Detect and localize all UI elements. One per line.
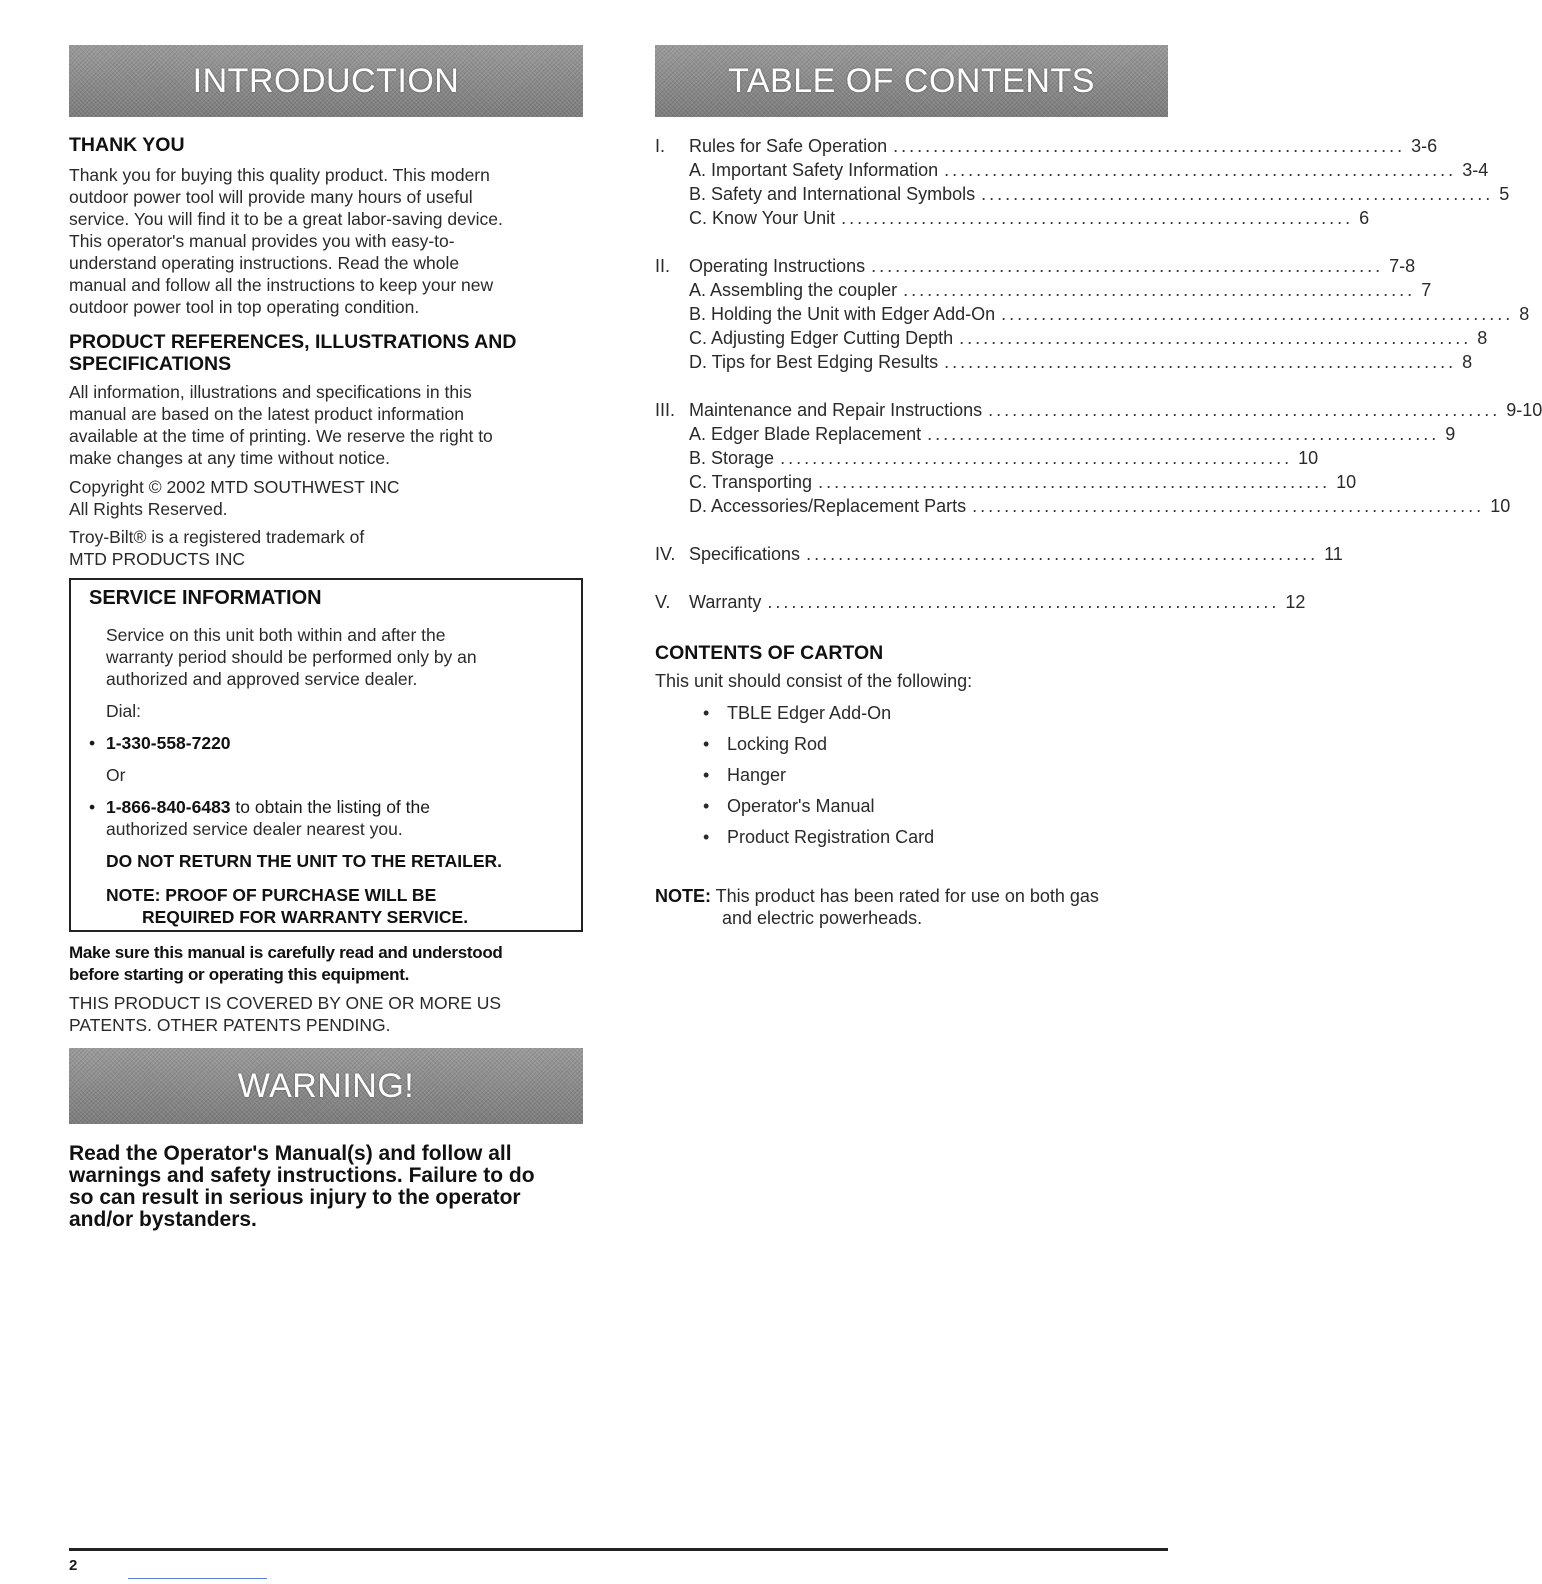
bullet-icon: • xyxy=(703,765,710,785)
toc-page: 12 xyxy=(1285,592,1306,612)
toc-sub-page: 8 xyxy=(1477,328,1488,348)
toc-subentry: A. Important Safety Information ................................................................ 3-4 xyxy=(689,160,1489,180)
list-item xyxy=(655,698,1168,729)
list-item xyxy=(655,729,1168,760)
phone-2-text-cont: authorized service dealer nearest you. xyxy=(106,819,403,839)
bullet-icon: • xyxy=(89,797,96,817)
toc-subentry: B. Safety and International Symbols ................................................................ 5 xyxy=(689,184,1510,204)
warning-line: and/or bystanders. xyxy=(69,1208,257,1231)
bullet-icon: • xyxy=(703,827,710,847)
service-line: Service on this unit both within and after the xyxy=(106,625,446,645)
toc-title: Specifications xyxy=(689,544,801,564)
list-item xyxy=(655,760,1168,791)
proof-of-purchase-note-cont: REQUIRED FOR WARRANTY SERVICE. xyxy=(142,907,469,927)
trademark-line: Troy-Bilt® is a registered trademark of xyxy=(69,527,365,547)
bullet-icon: • xyxy=(703,734,710,754)
toc-sub-page: 10 xyxy=(1336,472,1357,492)
table-of-contents xyxy=(655,134,1542,614)
phone-2-text: to obtain the listing of the xyxy=(230,797,430,817)
toc-subentry: D. Accessories/Replacement Parts ................................................................ 10 xyxy=(689,496,1511,516)
toc-sub-title: C. Transporting xyxy=(689,472,813,492)
toc-page: 9-10 xyxy=(1506,400,1542,420)
product-references-heading-cont: SPECIFICATIONS xyxy=(69,353,232,375)
thank-you-heading: THANK YOU xyxy=(69,134,185,156)
toc-number: II. xyxy=(655,256,671,276)
contents-of-carton-heading: CONTENTS OF CARTON xyxy=(655,642,884,664)
warning-banner xyxy=(69,1048,583,1124)
carton-intro: This unit should consist of the following: xyxy=(655,671,973,691)
carton-item-label: Hanger xyxy=(727,765,787,785)
make-sure-notice xyxy=(69,942,583,1036)
toc-number: I. xyxy=(655,136,666,156)
product-references-line: All information, illustrations and specifications in this xyxy=(69,382,472,402)
toc-sub-page: 9 xyxy=(1445,424,1456,444)
toc-sub-title: A. Edger Blade Replacement xyxy=(689,424,922,444)
toc-sub-title: A. Assembling the coupler xyxy=(689,280,898,300)
service-information-heading: SERVICE INFORMATION xyxy=(89,587,322,609)
bullet-icon: • xyxy=(89,733,96,753)
do-not-return-notice: DO NOT RETURN THE UNIT TO THE RETAILER. xyxy=(106,851,503,871)
toc-number: IV. xyxy=(655,544,676,564)
toc-entry: V. Warranty ................................................................ 12 xyxy=(655,592,1306,612)
warning-banner-title: WARNING! xyxy=(237,1066,415,1105)
toc-sub-title: D. Accessories/Replacement Parts xyxy=(689,496,967,516)
product-references-heading: PRODUCT REFERENCES, ILLUSTRATIONS AND xyxy=(69,331,517,353)
service-line: warranty period should be performed only by an xyxy=(106,647,477,667)
toc-sub-page: 7 xyxy=(1421,280,1432,300)
toc-sub-title: C. Adjusting Edger Cutting Depth xyxy=(689,328,954,348)
footer-link-underline xyxy=(128,1578,267,1579)
toc-subentry: B. Holding the Unit with Edger Add-On ................................................................ 8 xyxy=(689,304,1530,324)
note-text-cont: and electric powerheads. xyxy=(722,908,923,928)
warning-text xyxy=(69,1143,583,1231)
make-sure-line: before starting or operating this equipment. xyxy=(69,965,410,984)
toc-subentry: A. Edger Blade Replacement ................................................................ 9 xyxy=(689,424,1456,444)
toc-sub-page: 10 xyxy=(1298,448,1319,468)
toc-entry: III. Maintenance and Repair Instructions ................................................................ 9-10 xyxy=(655,400,1542,420)
product-references-line: manual are based on the latest product information xyxy=(69,404,464,424)
list-item xyxy=(655,791,1168,822)
product-references-section xyxy=(69,331,583,469)
warning-line: so can result in serious injury to the operator xyxy=(69,1186,521,1209)
toc-entry: IV. Specifications ................................................................ 11 xyxy=(655,544,1343,564)
list-item xyxy=(655,822,1168,853)
thank-you-section xyxy=(69,134,583,318)
warning-line: warnings and safety instructions. Failure to do xyxy=(69,1164,535,1187)
carton-item-label: Locking Rod xyxy=(727,734,828,754)
toc-number: V. xyxy=(655,592,671,612)
dial-label: Dial: xyxy=(106,701,142,721)
copyright-section xyxy=(69,476,583,570)
toc-sub-title: B. Holding the Unit with Edger Add-On xyxy=(689,304,996,324)
table-of-contents-banner xyxy=(655,45,1168,117)
page-number: 2 xyxy=(69,1557,78,1574)
toc-sub-title: D. Tips for Best Edging Results xyxy=(689,352,939,372)
thank-you-line: understand operating instructions. Read the whole xyxy=(69,253,460,273)
footer-divider xyxy=(69,1548,1168,1551)
toc-page: 7-8 xyxy=(1389,256,1416,276)
patents-line: PATENTS. OTHER PATENTS PENDING. xyxy=(69,1015,391,1035)
copyright-line: Copyright © 2002 MTD SOUTHWEST INC xyxy=(69,477,400,497)
toc-sub-page: 3-4 xyxy=(1462,160,1489,180)
introduction-banner-title: INTRODUCTION xyxy=(192,61,460,100)
toc-sub-page: 8 xyxy=(1462,352,1473,372)
toc-sub-page: 10 xyxy=(1490,496,1511,516)
toc-sub-page: 5 xyxy=(1499,184,1510,204)
toc-sub-page: 8 xyxy=(1519,304,1530,324)
toc-title: Warranty xyxy=(689,592,762,612)
carton-item-label: TBLE Edger Add-On xyxy=(727,703,892,723)
note-label: NOTE: xyxy=(655,886,711,906)
phone-number-1: 1-330-558-7220 xyxy=(106,733,231,753)
bullet-icon: • xyxy=(703,796,710,816)
patents-line: THIS PRODUCT IS COVERED BY ONE OR MORE US xyxy=(69,993,502,1013)
make-sure-line: Make sure this manual is carefully read and understood xyxy=(69,943,503,962)
toc-subentry: C. Adjusting Edger Cutting Depth ................................................................ 8 xyxy=(689,328,1488,348)
thank-you-line: outdoor power tool in top operating condition. xyxy=(69,297,420,317)
product-references-line: make changes at any time without notice. xyxy=(69,448,391,468)
toc-sub-title: B. Storage xyxy=(689,448,775,468)
toc-title: Operating Instructions xyxy=(689,256,866,276)
thank-you-line: Thank you for buying this quality product. This modern xyxy=(69,165,490,185)
or-label: Or xyxy=(106,765,126,785)
warning-line: Read the Operator's Manual(s) and follow all xyxy=(69,1142,512,1165)
rights-reserved: All Rights Reserved. xyxy=(69,499,228,519)
carton-item-label: Product Registration Card xyxy=(727,827,935,847)
introduction-banner xyxy=(69,45,583,117)
toc-sub-page: 6 xyxy=(1359,208,1370,228)
service-information-box xyxy=(69,578,583,932)
toc-page: 11 xyxy=(1324,544,1343,564)
table-of-contents-banner-title: TABLE OF CONTENTS xyxy=(728,61,1095,100)
toc-entry: II. Operating Instructions ................................................................ 7-8 xyxy=(655,256,1416,276)
thank-you-line: This operator's manual provides you with easy-to- xyxy=(69,231,455,251)
phone-bullet-2 xyxy=(89,796,563,818)
toc-subentry: B. Storage ................................................................ 10 xyxy=(689,448,1319,468)
toc-sub-title: A. Important Safety Information xyxy=(689,160,939,180)
thank-you-line: service. You will find it to be a great labor-saving device. xyxy=(69,209,503,229)
phone-number-2: 1-866-840-6483 xyxy=(106,797,231,817)
toc-subentry: A. Assembling the coupler ................................................................ 7 xyxy=(689,280,1432,300)
note-text: This product has been rated for use on both gas xyxy=(711,886,1099,906)
note-line xyxy=(655,885,1168,907)
carton-item-label: Operator's Manual xyxy=(727,796,875,816)
contents-of-carton-section xyxy=(655,642,1168,853)
trademark-owner: MTD PRODUCTS INC xyxy=(69,549,245,569)
toc-number: III. xyxy=(655,400,676,420)
toc-page: 3-6 xyxy=(1411,136,1438,156)
toc-title: Maintenance and Repair Instructions xyxy=(689,400,983,420)
proof-of-purchase-note: NOTE: PROOF OF PURCHASE WILL BE xyxy=(106,885,437,905)
toc-subentry: C. Transporting ................................................................ 10 xyxy=(689,472,1357,492)
toc-subentry: C. Know Your Unit ................................................................ 6 xyxy=(689,208,1370,228)
toc-entry: I. Rules for Safe Operation ................................................................ 3-6 xyxy=(655,136,1438,156)
product-references-line: available at the time of printing. We reserve the right to xyxy=(69,426,493,446)
thank-you-line: outdoor power tool will provide many hours of useful xyxy=(69,187,473,207)
toc-subentry: D. Tips for Best Edging Results ................................................................ 8 xyxy=(689,352,1473,372)
service-line: authorized and approved service dealer. xyxy=(106,669,418,689)
toc-sub-title: B. Safety and International Symbols xyxy=(689,184,976,204)
toc-sub-title: C. Know Your Unit xyxy=(689,208,836,228)
powerhead-note xyxy=(655,885,1168,929)
phone-bullet-1 xyxy=(89,732,563,754)
thank-you-line: manual and follow all the instructions to keep your new xyxy=(69,275,494,295)
toc-title: Rules for Safe Operation xyxy=(689,136,888,156)
bullet-icon: • xyxy=(703,703,710,723)
